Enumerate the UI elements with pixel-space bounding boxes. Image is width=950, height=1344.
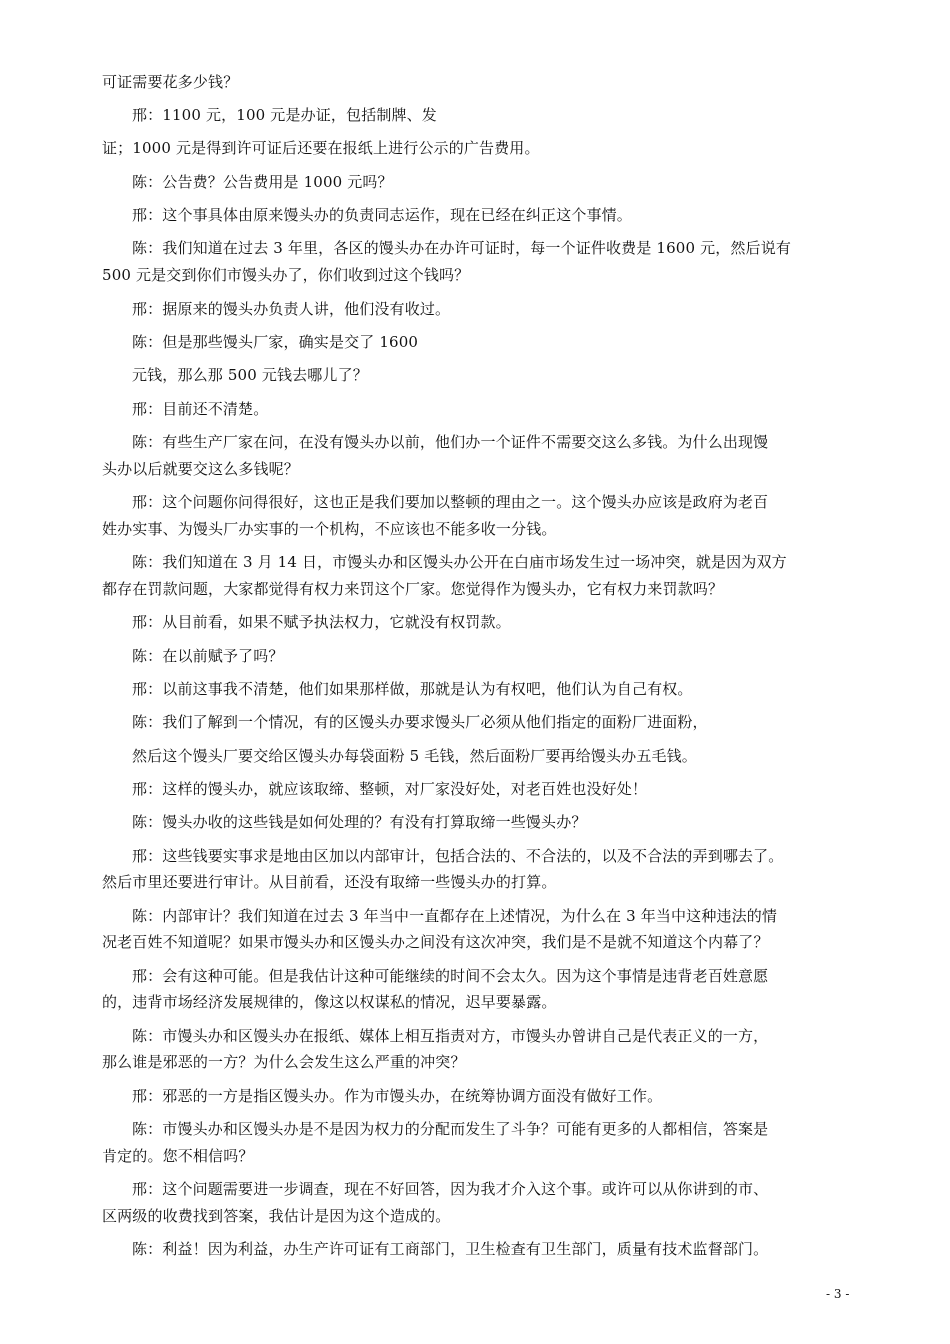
text-line: 邢：1100 元，100 元是办证，包括制牌、发 [132,106,437,124]
text-line: 陈：在以前赋予了吗？ [132,647,284,665]
text-line: 陈：内部审计？我们知道在过去 3 年当中一直都存在上述情况，为什么在 3 年当中这种违法的情 [132,907,778,925]
text-line: 邢：据原来的馒头办负责人讲，他们没有收过。 [132,300,451,318]
text-line: 姓办实事、为馒头厂办实事的一个机构，不应该也不能多收一分钱。 [102,520,557,538]
text-line: 都存在罚款问题，大家都觉得有权力来罚这个厂家。您觉得作为馒头办，它有权力来罚款吗？ [102,580,724,598]
text-line: 陈：市馒头办和区馒头办是不是因为权力的分配而发生了斗争？可能有更多的人都相信，答案是 [132,1120,769,1138]
text-line: 邢：目前还不清楚。 [132,400,269,418]
text-line: 的，违背市场经济发展规律的，像这以权谋私的情况，迟早要暴露。 [102,993,557,1011]
text-line: 可证需要花多少钱？ [102,73,239,91]
text-line: 元钱，那么那 500 元钱去哪儿了？ [132,366,368,384]
text-line: 邢：这个问题你问得很好，这也正是我们要加以整顿的理由之一。这个馒头办应该是政府为老百 [132,493,769,511]
text-line: 500 元是交到你们市馒头办了，你们收到过这个钱吗？ [102,266,470,284]
text-line: 然后这个馒头厂要交给区馒头办每袋面粉 5 毛钱，然后面粉厂要再给馒头办五毛钱。 [132,747,697,765]
text-line: 况老百姓不知道呢？如果市馒头办和区馒头办之间没有这次冲突，我们是不是就不知道这个内幕了？ [102,933,769,951]
text-line: 证；1000 元是得到许可证后还要在报纸上进行公示的广告费用。 [102,139,540,157]
text-line: 陈：利益！因为利益，办生产许可证有工商部门，卫生检查有卫生部门，质量有技术监督部门。 [132,1240,769,1258]
text-line: 区两级的收费找到答案，我估计是因为这个造成的。 [102,1207,451,1225]
text-line: 陈：但是那些馒头厂家，确实是交了 1600 [132,333,419,351]
text-line: 陈：公告费？公告费用是 1000 元吗？ [132,173,393,191]
text-line: 邢：以前这事我不清楚，他们如果那样做，那就是认为有权吧，他们认为自己有权。 [132,680,693,698]
text-line: 陈：有些生产厂家在问，在没有馒头办以前，他们办一个证件不需要交这么多钱。为什么出现馒 [132,433,769,451]
text-line: 邢：这样的馒头办，就应该取缔、整顿，对厂家没好处，对老百姓也没好处！ [132,780,648,798]
text-line: 邢：这个问题需要进一步调查，现在不好回答，因为我才介入这个事。或许可以从你讲到的市、 [132,1180,769,1198]
text-line: 邢：邪恶的一方是指区馒头办。作为市馒头办，在统筹协调方面没有做好工作。 [132,1087,663,1105]
text-line: 陈：市馒头办和区馒头办在报纸、媒体上相互指责对方，市馒头办曾讲自己是代表正义的一方， [132,1027,769,1045]
text-line: 陈：我们知道在过去 3 年里，各区的馒头办在办许可证时，每一个证件收费是 1600 元，然后说有 [132,239,791,257]
text-line: 邢：这个事具体由原来馒头办的负责同志运作，现在已经在纠正这个事情。 [132,206,632,224]
page-number: - 3 - [826,1287,850,1301]
text-line: 邢：会有这种可能。但是我估计这种可能继续的时间不会太久。因为这个事情是违背老百姓意愿 [132,967,769,985]
text-line: 陈：馒头办收的这些钱是如何处理的？有没有打算取缔一些馒头办？ [132,813,587,831]
text-line: 陈：我们了解到一个情况，有的区馒头办要求馒头厂必须从他们指定的面粉厂进面粉， [132,713,708,731]
text-line: 邢：从目前看，如果不赋予执法权力，它就没有权罚款。 [132,613,511,631]
text-line: 肯定的。您不相信吗？ [102,1147,254,1165]
text-line: 陈：我们知道在 3 月 14 日，市馒头办和区馒头办公开在白庙市场发生过一场冲突，就是因为双方 [132,553,787,571]
text-line: 那么谁是邪恶的一方？为什么会发生这么严重的冲突？ [102,1053,466,1071]
text-line: 头办以后就要交这么多钱呢？ [102,460,299,478]
text-line: 然后市里还要进行审计。从目前看，还没有取缔一些馒头办的打算。 [102,873,557,891]
text-line: 邢：这些钱要实事求是地由区加以内部审计，包括合法的、不合法的，以及不合法的弄到哪去了。 [132,847,784,865]
